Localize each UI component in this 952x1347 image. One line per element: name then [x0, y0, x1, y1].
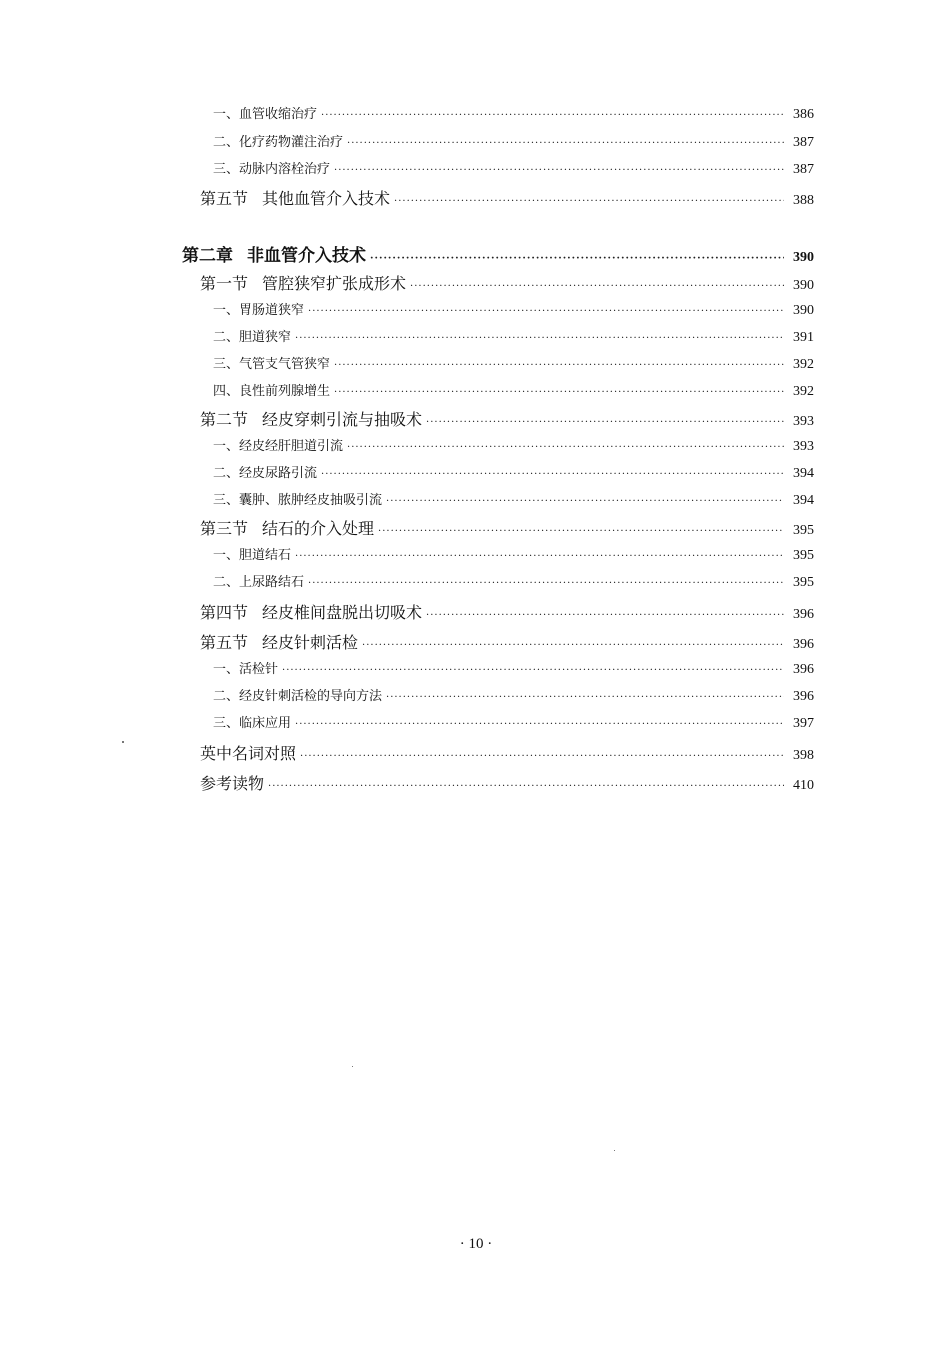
dot-leader — [295, 548, 784, 563]
toc-entry — [213, 685, 814, 705]
toc-entry-title: 参考读物 — [200, 774, 265, 793]
toc-entry-title: 三、囊肿、脓肿经皮抽吸引流 — [213, 493, 383, 508]
toc-entry — [213, 489, 814, 509]
toc-entry-title: 一、血管收缩治疗 — [213, 107, 318, 122]
toc-entry-page: 392 — [793, 357, 814, 372]
toc-entry-section — [200, 630, 814, 653]
toc-section-number: 第三节 — [200, 519, 249, 538]
toc-entry-page: 394 — [793, 493, 814, 508]
dot-leader — [308, 575, 784, 590]
toc-entry-page: 387 — [793, 135, 814, 150]
toc-entry-page: 396 — [793, 662, 814, 677]
toc-entry-page: 388 — [793, 193, 814, 208]
toc-entry-title: 英中名词对照 — [200, 744, 297, 763]
toc-entry-title: 三、动脉内溶栓治疗 — [213, 162, 331, 177]
dot-leader — [386, 689, 784, 704]
toc-entry-title: 二、化疗药物灌注治疗 — [213, 135, 344, 150]
dot-leader — [426, 410, 784, 429]
toc-entry-title: 经皮穿刺引流与抽吸术 — [262, 410, 423, 429]
toc-entry — [213, 435, 814, 455]
toc-chapter-number: 第二章 — [182, 246, 233, 266]
toc-entry-title: 一、胆道结石 — [213, 548, 292, 563]
toc-entry — [213, 158, 814, 178]
dot-leader — [282, 662, 784, 677]
scan-speck — [122, 741, 124, 743]
toc-entry — [213, 544, 814, 564]
toc-entry — [213, 712, 814, 732]
toc-entry-title: 四、良性前列腺增生 — [213, 384, 331, 399]
dot-leader — [347, 135, 784, 150]
toc-entry — [213, 462, 814, 482]
scan-speck — [352, 1066, 353, 1067]
dot-leader — [378, 519, 784, 538]
toc-entry-page: 397 — [793, 716, 814, 731]
toc-entry-section — [200, 407, 814, 430]
toc-entry — [213, 658, 814, 678]
toc-entry-section — [200, 516, 814, 539]
toc-entry-page: 395 — [793, 548, 814, 563]
dot-leader — [426, 603, 784, 622]
dot-leader — [334, 357, 784, 372]
toc-entry — [213, 571, 814, 591]
toc-entry-appendix — [200, 771, 814, 794]
toc-entry-title: 管腔狭窄扩张成形术 — [262, 274, 407, 293]
toc-entry-appendix — [200, 741, 814, 764]
toc-entry-page: 391 — [793, 330, 814, 345]
dot-leader — [394, 189, 784, 208]
toc-entry-page: 387 — [793, 162, 814, 177]
toc-entry-title: 一、胃肠道狭窄 — [213, 303, 305, 318]
toc-entry-title: 二、上尿路结石 — [213, 575, 305, 590]
toc-section-number: 第一节 — [200, 274, 249, 293]
toc-entry-page: 394 — [793, 466, 814, 481]
toc-entry-title: 二、经皮尿路引流 — [213, 466, 318, 481]
toc-entry-title: 经皮椎间盘脱出切吸术 — [262, 603, 423, 622]
dot-leader — [321, 466, 784, 481]
dot-leader — [334, 384, 784, 399]
toc-entry-page: 396 — [793, 689, 814, 704]
toc-entry — [213, 131, 814, 151]
dot-leader — [370, 246, 784, 266]
toc-entry-page: 390 — [793, 278, 814, 293]
page-number: · 10 · — [459, 1236, 493, 1252]
toc-section-number: 第四节 — [200, 603, 249, 622]
toc-entry-page: 393 — [793, 414, 814, 429]
toc-entry-section — [200, 186, 814, 209]
toc-section-number: 第二节 — [200, 410, 249, 429]
dot-leader — [334, 162, 784, 177]
toc-entry-page: 396 — [793, 607, 814, 622]
dot-leader — [268, 774, 784, 793]
dot-leader — [347, 439, 784, 454]
toc-entry — [213, 103, 814, 123]
dot-leader — [386, 493, 784, 508]
toc-entry-page: 392 — [793, 384, 814, 399]
dot-leader — [321, 107, 784, 122]
toc-entry — [213, 326, 814, 346]
toc-entry-page: 393 — [793, 439, 814, 454]
toc-entry-page: 395 — [793, 523, 814, 538]
toc-entry-title: 其他血管介入技术 — [262, 189, 391, 208]
toc-entry-page: 398 — [793, 748, 814, 763]
dot-leader — [410, 274, 784, 293]
toc-entry-section — [200, 600, 814, 623]
dot-leader — [295, 330, 784, 345]
dot-leader — [295, 716, 784, 731]
toc-entry — [213, 380, 814, 400]
toc-entry-page: 390 — [793, 303, 814, 318]
toc-entry-title: 一、经皮经肝胆道引流 — [213, 439, 344, 454]
toc-entry — [213, 299, 814, 319]
toc-entry-title: 非血管介入技术 — [247, 246, 366, 266]
toc-entry-title: 二、经皮针刺活检的导向方法 — [213, 689, 383, 704]
toc-entry — [213, 353, 814, 373]
toc-entry-title: 三、临床应用 — [213, 716, 292, 731]
dot-leader — [362, 633, 784, 652]
toc-entry-page: 390 — [793, 250, 814, 265]
toc-entry-page: 386 — [793, 107, 814, 122]
toc-entry-page: 410 — [793, 778, 814, 793]
toc-entry-chapter — [182, 241, 814, 266]
scan-speck — [614, 1150, 615, 1151]
toc-entry-title: 三、气管支气管狭窄 — [213, 357, 331, 372]
toc-entry-title: 结石的介入处理 — [262, 519, 375, 538]
toc-entry-title: 经皮针刺活检 — [262, 633, 359, 652]
toc-entry-title: 一、活检针 — [213, 662, 279, 677]
dot-leader — [300, 744, 784, 763]
toc-section-number: 第五节 — [200, 633, 249, 652]
dot-leader — [308, 303, 784, 318]
toc-entry-section — [200, 271, 814, 294]
toc-entry-page: 396 — [793, 637, 814, 652]
toc-entry-page: 395 — [793, 575, 814, 590]
toc-entry-title: 二、胆道狭窄 — [213, 330, 292, 345]
toc-section-number: 第五节 — [200, 189, 249, 208]
